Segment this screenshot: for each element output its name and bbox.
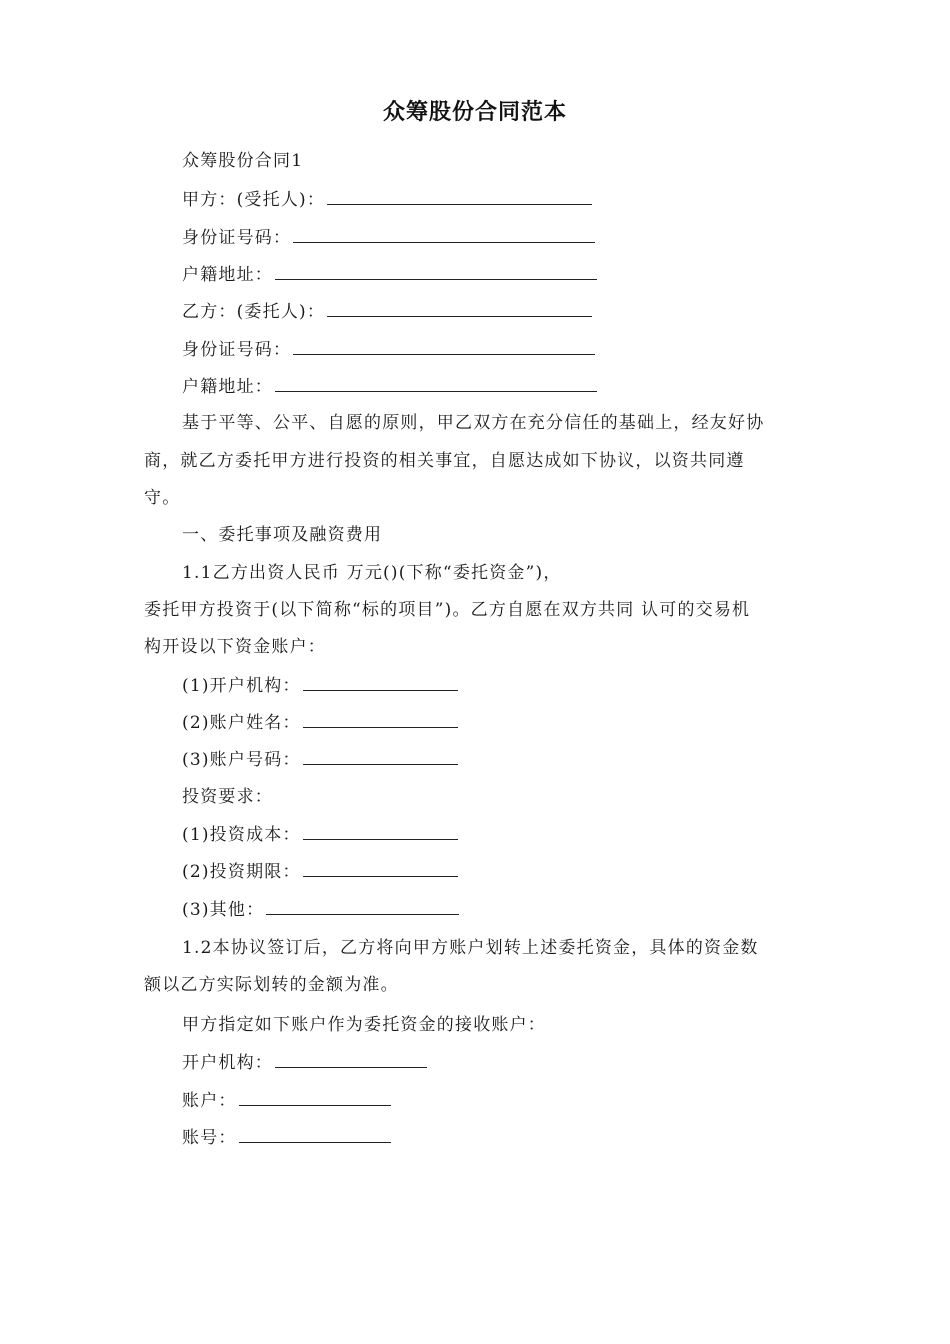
contract-heading (182, 148, 303, 174)
clause-1-2-line-2: 额以乙方实际划转的金额为准。 (144, 975, 399, 995)
party-b-id-label: 身份证号码： (182, 340, 292, 360)
account-name-blank[interactable] (303, 709, 458, 728)
party-a-line (182, 186, 592, 212)
receiving-account-line (182, 1087, 391, 1113)
party-a-address-label: 户籍地址： (182, 265, 273, 285)
investment-requirements-heading: 投资要求： (182, 787, 273, 807)
party-a-id-label: 身份证号码： (182, 228, 292, 248)
clause-1-1-line-2: 委托甲方投资于(以下简称“标的项目”)。乙方自愿在双方共同 认可的交易机 (144, 600, 751, 620)
receiving-institution-line (182, 1049, 427, 1075)
clause-1-2-line-1: 1.2本协议签订后，乙方将向甲方账户划转上述委托资金，具体的资金数 (182, 938, 759, 958)
receiving-institution-label: 开户机构： (182, 1053, 273, 1073)
receiving-account-blank[interactable] (239, 1087, 391, 1106)
document-title: 众筹股份合同范本 (382, 100, 567, 125)
account-number-label: (3)账户号码： (182, 750, 301, 770)
investment-other-label: (3)其他： (182, 900, 265, 920)
party-b-address-line (182, 373, 597, 399)
account-institution-line (182, 672, 458, 698)
investment-term-label: (2)投资期限： (182, 862, 301, 882)
account-number-line (182, 746, 458, 772)
heading-text: 众筹股份合同1 (182, 151, 304, 171)
receiving-institution-blank[interactable] (275, 1049, 427, 1068)
receiving-number-label: 账号： (182, 1128, 237, 1148)
intro-line-2: 商，就乙方委托甲方进行投资的相关事宜，自愿达成如下协议，以资共同遵 (144, 451, 745, 471)
party-b-label: 乙方：(委托人)： (182, 302, 326, 322)
party-a-blank[interactable] (327, 186, 592, 205)
investment-term-line (182, 858, 458, 884)
account-name-label: (2)账户姓名： (182, 713, 301, 733)
investment-cost-blank[interactable] (303, 821, 458, 840)
investment-other-line (182, 896, 459, 922)
party-b-id-blank[interactable] (293, 336, 595, 355)
receiving-account-label: 账户： (182, 1091, 237, 1111)
party-a-label: 甲方：(受托人)： (182, 190, 326, 210)
receiving-number-line (182, 1124, 391, 1150)
party-b-id-line (182, 336, 595, 362)
account-number-blank[interactable] (303, 746, 458, 765)
investment-other-blank[interactable] (266, 896, 459, 915)
investment-cost-label: (1)投资成本： (182, 825, 301, 845)
party-a-id-line (182, 224, 595, 250)
account-institution-label: (1)开户机构： (182, 676, 301, 696)
clause-1-1-line-1: 1.1乙方出资人民币 万元()(下称“委托资金”)， (182, 563, 562, 583)
party-a-id-blank[interactable] (293, 224, 595, 243)
investment-term-blank[interactable] (303, 858, 458, 877)
party-a-address-blank[interactable] (275, 261, 597, 280)
account-name-line (182, 709, 458, 735)
receiving-account-intro: 甲方指定如下账户作为委托资金的接收账户： (182, 1015, 546, 1035)
investment-cost-line (182, 821, 458, 847)
party-a-address-line (182, 261, 597, 287)
intro-line-3: 守。 (144, 488, 181, 508)
party-b-address-blank[interactable] (275, 373, 597, 392)
section-1-heading: 一、委托事项及融资费用 (182, 525, 383, 545)
party-b-address-label: 户籍地址： (182, 377, 273, 397)
party-b-line (182, 298, 592, 324)
clause-1-1-line-3: 构开设以下资金账户： (144, 637, 326, 657)
intro-line-1: 基于平等、公平、自愿的原则，甲乙双方在充分信任的基础上，经友好协 (182, 413, 765, 433)
party-b-blank[interactable] (327, 298, 592, 317)
receiving-number-blank[interactable] (239, 1124, 391, 1143)
account-institution-blank[interactable] (303, 672, 458, 691)
